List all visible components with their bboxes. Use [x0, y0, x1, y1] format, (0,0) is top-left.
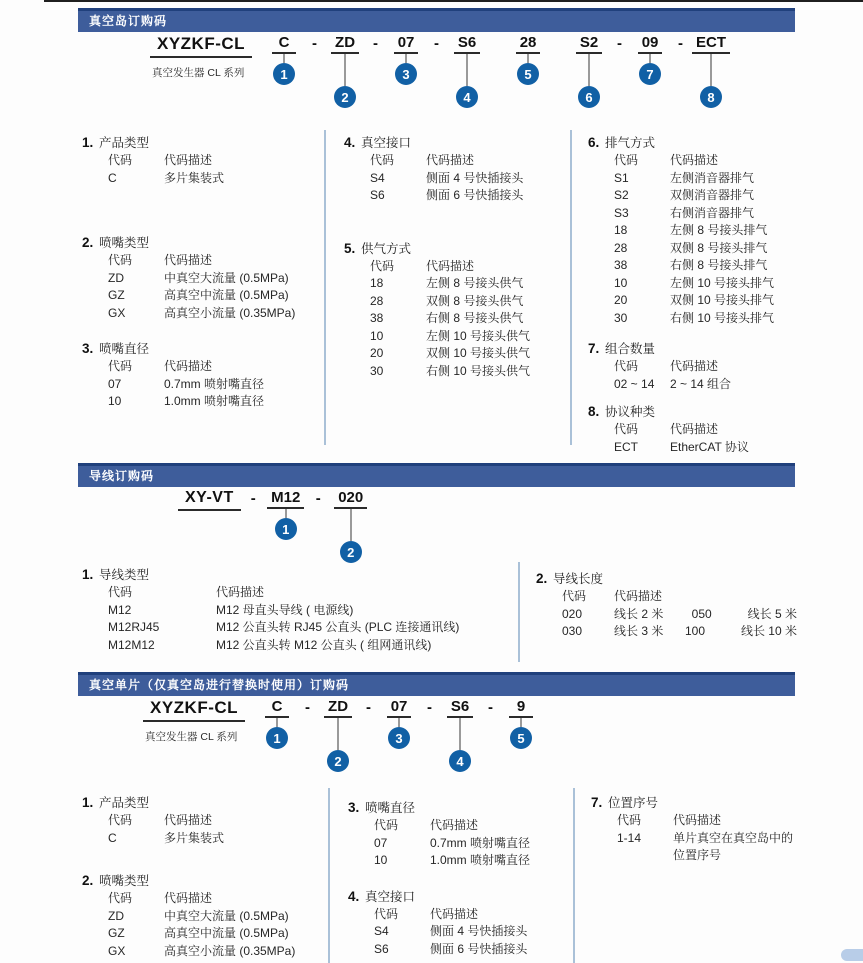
balloon-number: 5 — [510, 727, 532, 749]
code-separator: - — [373, 35, 379, 52]
table-row: C 多片集装式 — [108, 830, 225, 845]
table-row: 10 左侧 10 号接头供气 — [370, 328, 531, 343]
code-separator: - — [315, 490, 321, 507]
code-separator: - — [427, 699, 433, 716]
connector-line — [344, 54, 346, 86]
table-row: M12M12 M12 公直头转 M12 公直头 ( 组网通讯线) — [108, 637, 432, 652]
table-row: 10 左侧 10 号接头排气 — [614, 275, 775, 290]
table-row: 代码 代码描述 — [108, 253, 213, 267]
table-row: 28 双侧 8 号接头供气 — [370, 293, 524, 308]
table-row: 38 右侧 8 号接头排气 — [614, 258, 768, 272]
balloon-number: 3 — [388, 727, 410, 749]
spec-group-air-supply: 5. 供气方式 代码 代码描述 18 左侧 8 号接头供气 28 双侧 8 号接头供气 38 右侧 8 号接头供气 10 左侧 10 号接头供气 20 双侧 10 号接头供气 30 右侧 10 号接头供气 — [344, 239, 570, 381]
table-row: 1-14 单片真空在真空岛中的位置序号 — [617, 830, 794, 862]
table-row: 代码 代码描述 — [108, 359, 213, 373]
table-row: GX 高真空小流量 (0.35MPa) — [108, 943, 296, 958]
table-row: M12 M12 母直头导线 ( 电源线) — [108, 602, 354, 617]
section-title: 真空单片（仅真空岛进行替换时使用）订购码 — [89, 678, 350, 692]
table-row: 代码 代码描述 — [614, 422, 719, 436]
balloon-number: 7 — [639, 63, 661, 85]
table-row: ECT EtherCAT 协议 — [614, 439, 749, 454]
balloon-number: 3 — [395, 63, 417, 85]
code-separator: - — [366, 699, 372, 716]
table-row: 30 右侧 10 号接头供气 — [370, 363, 531, 378]
table-row: S4 侧面 4 号快插接头 — [370, 170, 524, 185]
table-row: S4 侧面 4 号快插接头 — [374, 924, 528, 938]
table-row: 20 双侧 10 号接头供气 — [370, 346, 531, 360]
table-row: 10 1.0mm 喷射嘴直径 — [108, 394, 265, 408]
spec-column-1 — [82, 562, 520, 662]
table-row: ZD 中真空大流量 (0.5MPa) — [108, 908, 289, 923]
connector-line — [398, 718, 400, 727]
balloon-number: 4 — [456, 86, 478, 108]
model-block — [150, 34, 252, 80]
model-subtitle: 真空发生器 CL 系列 — [152, 67, 245, 79]
table-row: 20 双侧 10 号接头排气 — [614, 293, 775, 307]
section-header-wire — [78, 463, 795, 487]
table-row: 30 右侧 10 号接头排气 — [614, 310, 775, 325]
spec-group-product-type: 1. 产品类型 代码 代码描述 C 多片集装式 — [82, 793, 328, 847]
spec-column-1 — [82, 788, 330, 963]
table-row: S1 左侧消音器排气 — [614, 170, 755, 185]
wire-order-code — [178, 489, 375, 563]
table-row: S6 侧面 6 号快插接头 — [370, 188, 524, 202]
code-segment: M12 1 — [262, 489, 310, 540]
connector-line — [285, 509, 287, 518]
code-segment: C 1 — [255, 698, 299, 749]
spec-group-product-type: 1. 产品类型 代码 代码描述 C 多片集装式 — [82, 133, 324, 187]
island-spec-table — [82, 130, 797, 454]
single-order-code — [143, 698, 543, 772]
table-row: S6 侧面 6 号快插接头 — [374, 941, 528, 956]
balloon-number: 8 — [700, 86, 722, 108]
island-order-code — [150, 34, 733, 108]
table-row: 代码 代码描述 — [370, 258, 475, 273]
table-row: 代码 代码描述 — [562, 589, 663, 603]
model-block — [143, 698, 245, 744]
code-segment: 07 3 — [384, 34, 428, 85]
code-segment: 07 3 — [377, 698, 421, 749]
spec-column-1 — [82, 130, 326, 445]
connector-line — [337, 718, 339, 750]
code-separator: - — [250, 490, 256, 507]
spec-column-2 — [520, 562, 797, 662]
table-row: 18 左侧 8 号接头供气 — [370, 276, 524, 290]
table-row: GZ 高真空中流量 (0.5MPa) — [108, 926, 289, 940]
model-block — [178, 489, 241, 511]
code-segment: ECT 8 — [689, 34, 733, 108]
table-row: GX 高真空小流量 (0.35MPa) — [108, 305, 296, 320]
table-row: 代码 代码描述 — [617, 813, 722, 827]
code-separator: - — [488, 699, 494, 716]
spec-group-wire-length: 2. 导线长度 代码 代码描述 020 线长 2 米 050 线长 5 米 030 线长 3 米 100 线长 10 米 — [536, 569, 797, 641]
table-row: 代码 代码描述 — [614, 359, 719, 373]
balloon-number: 4 — [449, 750, 471, 772]
table-row: 38 右侧 8 号接头供气 — [370, 311, 524, 325]
connector-line — [527, 54, 529, 63]
connector-line — [588, 54, 590, 86]
single-spec-table — [82, 788, 797, 963]
code-segment: ZD 2 — [323, 34, 367, 108]
balloon-number: 1 — [266, 727, 288, 749]
code-separator: - — [678, 35, 684, 52]
spec-group-vacuum-port: 4. 真空接口 代码 代码描述 S4 侧面 4 号快插接头 S6 侧面 6 号快插接头 — [344, 133, 570, 205]
table-row: 07 0.7mm 喷射嘴直径 — [108, 376, 265, 391]
code-segment: S6 4 — [445, 34, 489, 108]
connector-line — [466, 54, 468, 86]
spec-column-2 — [326, 130, 572, 445]
table-row: 030 线长 3 米 100 线长 10 米 — [562, 624, 797, 638]
connector-line — [405, 54, 407, 63]
code-separator: - — [312, 35, 318, 52]
table-row: 020 线长 2 米 050 线长 5 米 — [562, 606, 797, 621]
table-row: 代码 代码描述 — [374, 906, 479, 921]
connector-line — [283, 54, 285, 63]
code-segment: 28 5 — [506, 34, 550, 85]
spec-group-combination-qty: 7. 组合数量 代码 代码描述 02 ~ 14 2 ~ 14 组合 — [588, 339, 797, 393]
spec-group-position-number: 7. 位置序号 代码 代码描述 1-14 单片真空在真空岛中的位置序号 — [591, 793, 797, 865]
model-code: XY-VT — [178, 489, 241, 511]
code-separator: - — [434, 35, 440, 52]
page-corner-mark — [841, 949, 863, 961]
section-title: 导线订购码 — [89, 469, 155, 483]
table-row: 代码 代码描述 — [374, 818, 479, 832]
page-top-rule — [44, 0, 863, 2]
code-segment: 09 7 — [628, 34, 672, 85]
connector-line — [520, 718, 522, 727]
table-row: 02 ~ 14 2 ~ 14 组合 — [614, 376, 732, 391]
balloon-number: 1 — [273, 63, 295, 85]
model-code: XYZKF-CL — [143, 698, 245, 722]
spec-group-nozzle-type: 2. 喷嘴类型 代码 代码描述 ZD 中真空大流量 (0.5MPa) GZ 高真空中流量 (0.5MPa) GX 高真空小流量 (0.35MPa) — [82, 233, 324, 322]
section-title: 真空岛订购码 — [89, 14, 168, 28]
code-separator: - — [305, 699, 311, 716]
table-row: 18 左侧 8 号接头排气 — [614, 223, 768, 237]
spec-group-vacuum-port: 4. 真空接口 代码 代码描述 S4 侧面 4 号快插接头 S6 侧面 6 号快插接头 — [348, 887, 573, 959]
spec-group-nozzle-diameter: 3. 喷嘴直径 代码 代码描述 07 0.7mm 喷射嘴直径 10 1.0mm 喷射嘴直径 — [348, 798, 573, 870]
table-row: GZ 高真空中流量 (0.5MPa) — [108, 288, 289, 302]
model-code: XYZKF-CL — [150, 34, 252, 58]
balloon-number: 2 — [334, 86, 356, 108]
table-row: 28 双侧 8 号接头排气 — [614, 240, 768, 255]
table-row: 代码 代码描述 — [370, 153, 475, 167]
table-row: 代码 代码描述 — [614, 153, 719, 167]
balloon-number: 2 — [340, 541, 362, 563]
spec-group-nozzle-type: 2. 喷嘴类型 代码 代码描述 ZD 中真空大流量 (0.5MPa) GZ 高真空中流量 (0.5MPa) GX 高真空小流量 (0.35MPa) — [82, 871, 328, 960]
table-row: 代码 代码描述 — [108, 891, 213, 905]
code-segment: C 1 — [262, 34, 306, 85]
spec-column-2 — [330, 788, 575, 963]
table-row: M12RJ45 M12 公直头转 RJ45 公直头 (PLC 连接通讯线) — [108, 620, 460, 634]
table-row: S3 右侧消音器排气 — [614, 205, 755, 220]
table-row: 代码 代码描述 — [108, 153, 213, 167]
table-row: 10 1.0mm 喷射嘴直径 — [374, 853, 531, 867]
table-row: S2 双侧消音器排气 — [614, 188, 755, 202]
connector-line — [350, 509, 352, 541]
code-segment: S2 6 — [567, 34, 611, 108]
connector-line — [649, 54, 651, 63]
balloon-number: 6 — [578, 86, 600, 108]
spec-group-wire-type: 1. 导线类型 代码 代码描述 M12 M12 母直头导线 ( 电源线) M12RJ45 M12 公直头转 RJ45 公直头 (PLC 连接通讯线) M12M12 M12 公直头转 M12 公直头 ( 组网通讯线) — [82, 565, 518, 654]
spec-column-3 — [575, 788, 797, 963]
connector-line — [276, 718, 278, 727]
table-row: C 多片集装式 — [108, 170, 225, 185]
spec-group-nozzle-diameter: 3. 喷嘴直径 代码 代码描述 07 0.7mm 喷射嘴直径 10 1.0mm 喷射嘴直径 — [82, 339, 324, 411]
model-subtitle: 真空发生器 CL 系列 — [145, 731, 238, 743]
wire-spec-table — [82, 562, 797, 662]
spec-group-protocol: 8. 协议种类 代码 代码描述 ECT EtherCAT 协议 — [588, 402, 797, 456]
table-row: ZD 中真空大流量 (0.5MPa) — [108, 270, 289, 285]
spec-group-exhaust: 6. 排气方式 代码 代码描述 S1 左侧消音器排气 S2 双侧消音器排气 S3 右侧消音器排气 18 左侧 8 号接头排气 28 双侧 8 号接头排气 38 右侧 8 号接头排气 10 左侧 10 号接头排气 20 双侧 10 号接头排气 30 右侧 10 号接头排气 — [588, 133, 797, 327]
balloon-number: 5 — [517, 63, 539, 85]
connector-line — [710, 54, 712, 86]
table-row: 代码 代码描述 — [108, 585, 265, 599]
code-segment: 9 5 — [499, 698, 543, 749]
code-segment: S6 4 — [438, 698, 482, 772]
table-row: 代码 代码描述 — [108, 813, 213, 827]
code-separator: - — [617, 35, 623, 52]
balloon-number: 1 — [275, 518, 297, 540]
code-segment: 020 2 — [327, 489, 375, 563]
connector-line — [459, 718, 461, 750]
table-row: 07 0.7mm 喷射嘴直径 — [374, 835, 531, 850]
spec-column-3 — [572, 130, 797, 454]
section-header-single — [78, 672, 795, 696]
balloon-number: 2 — [327, 750, 349, 772]
section-header-island — [78, 8, 795, 32]
code-segment: ZD 2 — [316, 698, 360, 772]
